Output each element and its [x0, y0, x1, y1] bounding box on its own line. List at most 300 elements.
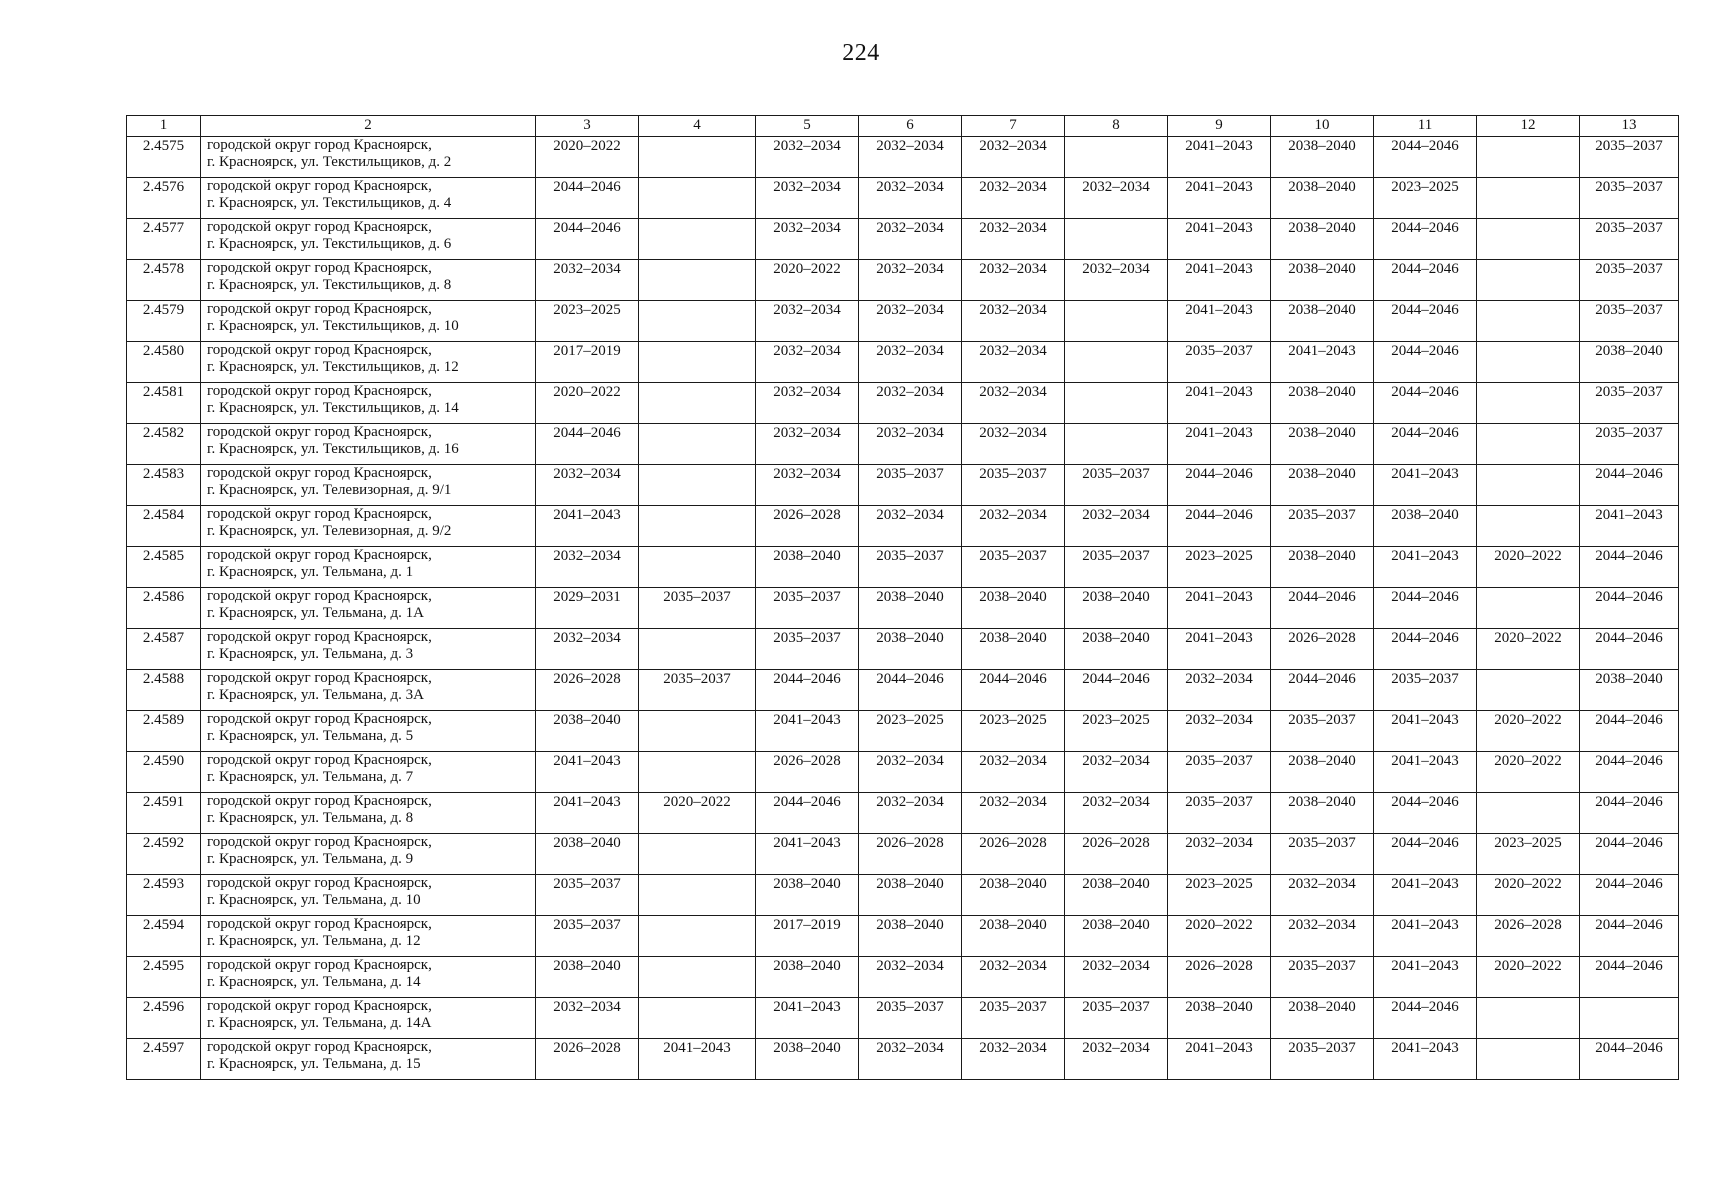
- period-col-12: 2020–2022: [1477, 752, 1580, 793]
- period-col-12: [1477, 793, 1580, 834]
- period-col-8: [1065, 301, 1168, 342]
- period-col-9: 2041–2043: [1168, 301, 1271, 342]
- address-cell: [201, 916, 536, 957]
- period-col-9: 2041–2043: [1168, 178, 1271, 219]
- period-col-6: 2035–2037: [859, 465, 962, 506]
- period-col-4: [639, 998, 756, 1039]
- address-cell: [201, 178, 536, 219]
- period-col-6: 2023–2025: [859, 711, 962, 752]
- period-col-13: 2035–2037: [1580, 301, 1679, 342]
- period-col-6: 2038–2040: [859, 629, 962, 670]
- address-cell: [201, 998, 536, 1039]
- period-col-7: 2032–2034: [962, 178, 1065, 219]
- address-street: г. Красноярск, ул. Текстильщиков, д. 12: [207, 359, 459, 375]
- period-col-13: 2035–2037: [1580, 260, 1679, 301]
- table-row: [127, 260, 1679, 301]
- period-col-12: [1477, 219, 1580, 260]
- period-col-5: 2032–2034: [756, 301, 859, 342]
- address-cell: [201, 260, 536, 301]
- period-col-9: 2032–2034: [1168, 711, 1271, 752]
- column-header-4: 4: [639, 116, 756, 137]
- period-col-8: 2038–2040: [1065, 916, 1168, 957]
- period-col-10: 2038–2040: [1271, 465, 1374, 506]
- period-col-11: 2041–2043: [1374, 465, 1477, 506]
- period-col-3: 2020–2022: [536, 137, 639, 178]
- period-col-6: 2032–2034: [859, 383, 962, 424]
- row-number: 2.4589: [127, 711, 201, 752]
- period-col-9: 2020–2022: [1168, 916, 1271, 957]
- period-col-7: 2035–2037: [962, 465, 1065, 506]
- table-row: [127, 875, 1679, 916]
- row-number: 2.4581: [127, 383, 201, 424]
- period-col-10: 2035–2037: [1271, 711, 1374, 752]
- period-col-4: 2035–2037: [639, 588, 756, 629]
- address-municipality: городской округ город Красноярск,: [207, 670, 432, 686]
- column-header-12: 12: [1477, 116, 1580, 137]
- period-col-10: 2044–2046: [1271, 588, 1374, 629]
- address-cell: [201, 588, 536, 629]
- column-header-10: 10: [1271, 116, 1374, 137]
- period-col-7: 2032–2034: [962, 342, 1065, 383]
- row-number: 2.4577: [127, 219, 201, 260]
- period-col-3: 2020–2022: [536, 383, 639, 424]
- period-col-8: [1065, 383, 1168, 424]
- address-street: г. Красноярск, ул. Телевизорная, д. 9/1: [207, 482, 452, 498]
- period-col-4: [639, 629, 756, 670]
- address-street: г. Красноярск, ул. Текстильщиков, д. 8: [207, 277, 452, 293]
- period-col-11: 2041–2043: [1374, 547, 1477, 588]
- address-street: г. Красноярск, ул. Тельмана, д. 3: [207, 646, 414, 662]
- period-col-6: 2035–2037: [859, 547, 962, 588]
- address-municipality: городской округ город Красноярск,: [207, 178, 432, 194]
- period-col-6: 2032–2034: [859, 342, 962, 383]
- table-row: [127, 957, 1679, 998]
- period-col-5: 2038–2040: [756, 875, 859, 916]
- period-col-11: 2044–2046: [1374, 383, 1477, 424]
- period-col-4: 2020–2022: [639, 793, 756, 834]
- table-row: [127, 506, 1679, 547]
- table-row: [127, 793, 1679, 834]
- table-row: [127, 834, 1679, 875]
- period-col-9: 2044–2046: [1168, 465, 1271, 506]
- address-street: г. Красноярск, ул. Тельмана, д. 14А: [207, 1015, 432, 1031]
- address-municipality: городской округ город Красноярск,: [207, 711, 432, 727]
- address-street: г. Красноярск, ул. Тельмана, д. 5: [207, 728, 414, 744]
- period-col-9: 2041–2043: [1168, 383, 1271, 424]
- period-col-4: [639, 219, 756, 260]
- table-row: [127, 465, 1679, 506]
- period-col-6: 2032–2034: [859, 424, 962, 465]
- period-col-13: 2044–2046: [1580, 465, 1679, 506]
- table-header: [127, 116, 1679, 137]
- period-col-9: 2035–2037: [1168, 793, 1271, 834]
- row-number: 2.4576: [127, 178, 201, 219]
- period-col-11: 2044–2046: [1374, 260, 1477, 301]
- period-col-8: 2023–2025: [1065, 711, 1168, 752]
- address-street: г. Красноярск, ул. Тельмана, д. 15: [207, 1056, 421, 1072]
- address-street: г. Красноярск, ул. Тельмана, д. 12: [207, 933, 421, 949]
- period-col-3: 2026–2028: [536, 1039, 639, 1080]
- period-col-12: 2020–2022: [1477, 629, 1580, 670]
- period-col-6: 2035–2037: [859, 998, 962, 1039]
- period-col-12: 2023–2025: [1477, 834, 1580, 875]
- period-col-5: 2032–2034: [756, 424, 859, 465]
- column-header-2: 2: [201, 116, 536, 137]
- period-col-4: [639, 260, 756, 301]
- period-col-10: 2041–2043: [1271, 342, 1374, 383]
- address-cell: [201, 424, 536, 465]
- address-street: г. Красноярск, ул. Тельмана, д. 10: [207, 892, 421, 908]
- period-col-12: [1477, 424, 1580, 465]
- period-col-11: 2041–2043: [1374, 916, 1477, 957]
- row-number: 2.4593: [127, 875, 201, 916]
- period-col-4: [639, 506, 756, 547]
- period-col-11: 2044–2046: [1374, 998, 1477, 1039]
- period-col-10: 2038–2040: [1271, 547, 1374, 588]
- address-cell: [201, 219, 536, 260]
- address-street: г. Красноярск, ул. Тельмана, д. 8: [207, 810, 414, 826]
- address-municipality: городской округ город Красноярск,: [207, 916, 432, 932]
- period-col-5: 2032–2034: [756, 178, 859, 219]
- period-col-13: 2041–2043: [1580, 506, 1679, 547]
- period-col-9: 2023–2025: [1168, 875, 1271, 916]
- period-col-6: 2032–2034: [859, 793, 962, 834]
- row-number: 2.4579: [127, 301, 201, 342]
- period-col-12: [1477, 137, 1580, 178]
- period-col-4: 2041–2043: [639, 1039, 756, 1080]
- period-col-7: 2038–2040: [962, 875, 1065, 916]
- period-col-11: 2041–2043: [1374, 957, 1477, 998]
- period-col-7: 2032–2034: [962, 260, 1065, 301]
- period-col-12: 2020–2022: [1477, 547, 1580, 588]
- period-col-11: 2041–2043: [1374, 1039, 1477, 1080]
- address-municipality: городской округ город Красноярск,: [207, 301, 432, 317]
- period-col-11: 2041–2043: [1374, 752, 1477, 793]
- period-col-5: 2032–2034: [756, 465, 859, 506]
- period-col-8: 2038–2040: [1065, 875, 1168, 916]
- period-col-13: 2044–2046: [1580, 916, 1679, 957]
- address-street: г. Красноярск, ул. Тельмана, д. 1А: [207, 605, 424, 621]
- period-col-7: 2023–2025: [962, 711, 1065, 752]
- period-col-5: 2026–2028: [756, 752, 859, 793]
- period-col-10: 2038–2040: [1271, 219, 1374, 260]
- period-col-11: 2041–2043: [1374, 711, 1477, 752]
- period-col-12: [1477, 260, 1580, 301]
- period-col-10: 2035–2037: [1271, 957, 1374, 998]
- period-col-3: 2032–2034: [536, 629, 639, 670]
- period-col-9: 2041–2043: [1168, 260, 1271, 301]
- period-col-7: 2035–2037: [962, 998, 1065, 1039]
- period-col-5: 2032–2034: [756, 342, 859, 383]
- table-row: [127, 588, 1679, 629]
- period-col-11: 2044–2046: [1374, 342, 1477, 383]
- address-street: г. Красноярск, ул. Телевизорная, д. 9/2: [207, 523, 452, 539]
- period-col-10: 2038–2040: [1271, 752, 1374, 793]
- address-street: г. Красноярск, ул. Текстильщиков, д. 16: [207, 441, 459, 457]
- address-municipality: городской округ город Красноярск,: [207, 588, 432, 604]
- row-number: 2.4586: [127, 588, 201, 629]
- period-col-13: 2044–2046: [1580, 629, 1679, 670]
- period-col-6: 2032–2034: [859, 1039, 962, 1080]
- period-col-11: 2044–2046: [1374, 424, 1477, 465]
- address-street: г. Красноярск, ул. Тельмана, д. 3А: [207, 687, 424, 703]
- address-cell: [201, 670, 536, 711]
- period-col-3: 2032–2034: [536, 465, 639, 506]
- period-col-12: [1477, 588, 1580, 629]
- period-col-10: 2026–2028: [1271, 629, 1374, 670]
- address-municipality: городской округ город Красноярск,: [207, 465, 432, 481]
- row-number: 2.4596: [127, 998, 201, 1039]
- address-street: г. Красноярск, ул. Тельмана, д. 7: [207, 769, 414, 785]
- period-col-12: 2026–2028: [1477, 916, 1580, 957]
- period-col-7: 2032–2034: [962, 424, 1065, 465]
- table-row: [127, 670, 1679, 711]
- period-col-11: 2035–2037: [1374, 670, 1477, 711]
- period-col-5: 2017–2019: [756, 916, 859, 957]
- period-col-12: [1477, 465, 1580, 506]
- period-col-11: 2044–2046: [1374, 588, 1477, 629]
- period-col-5: 2035–2037: [756, 629, 859, 670]
- address-street: г. Красноярск, ул. Тельмана, д. 14: [207, 974, 421, 990]
- period-col-13: 2038–2040: [1580, 670, 1679, 711]
- period-col-3: 2044–2046: [536, 424, 639, 465]
- row-number: 2.4584: [127, 506, 201, 547]
- period-col-4: [639, 547, 756, 588]
- period-col-12: [1477, 998, 1580, 1039]
- period-col-8: 2044–2046: [1065, 670, 1168, 711]
- address-cell: [201, 137, 536, 178]
- period-col-13: 2044–2046: [1580, 547, 1679, 588]
- row-number: 2.4587: [127, 629, 201, 670]
- period-col-7: 2032–2034: [962, 793, 1065, 834]
- address-municipality: городской округ город Красноярск,: [207, 752, 432, 768]
- table-row: [127, 547, 1679, 588]
- period-col-11: 2023–2025: [1374, 178, 1477, 219]
- period-col-8: 2032–2034: [1065, 752, 1168, 793]
- column-header-13: 13: [1580, 116, 1679, 137]
- period-col-10: 2038–2040: [1271, 137, 1374, 178]
- period-col-8: 2035–2037: [1065, 465, 1168, 506]
- period-col-9: 2041–2043: [1168, 424, 1271, 465]
- period-col-7: 2026–2028: [962, 834, 1065, 875]
- period-col-8: [1065, 137, 1168, 178]
- period-col-11: 2041–2043: [1374, 875, 1477, 916]
- period-col-3: 2038–2040: [536, 957, 639, 998]
- period-col-6: 2038–2040: [859, 588, 962, 629]
- table-row: [127, 1039, 1679, 1080]
- period-col-5: 2041–2043: [756, 998, 859, 1039]
- row-number: 2.4582: [127, 424, 201, 465]
- period-col-8: 2032–2034: [1065, 260, 1168, 301]
- period-col-11: 2044–2046: [1374, 219, 1477, 260]
- period-col-13: 2035–2037: [1580, 219, 1679, 260]
- column-number-row: [127, 116, 1679, 137]
- period-col-13: 2038–2040: [1580, 342, 1679, 383]
- period-col-8: 2026–2028: [1065, 834, 1168, 875]
- period-col-7: 2032–2034: [962, 1039, 1065, 1080]
- period-col-3: 2044–2046: [536, 219, 639, 260]
- period-col-9: 2032–2034: [1168, 670, 1271, 711]
- period-col-8: 2032–2034: [1065, 1039, 1168, 1080]
- period-col-6: 2044–2046: [859, 670, 962, 711]
- period-col-13: 2044–2046: [1580, 875, 1679, 916]
- period-col-10: 2038–2040: [1271, 301, 1374, 342]
- period-col-12: [1477, 301, 1580, 342]
- address-cell: [201, 506, 536, 547]
- address-municipality: городской округ город Красноярск,: [207, 342, 432, 358]
- period-col-3: 2017–2019: [536, 342, 639, 383]
- address-cell: [201, 752, 536, 793]
- column-header-7: 7: [962, 116, 1065, 137]
- period-col-9: 2038–2040: [1168, 998, 1271, 1039]
- period-col-11: 2044–2046: [1374, 793, 1477, 834]
- period-col-7: 2032–2034: [962, 219, 1065, 260]
- period-col-3: 2038–2040: [536, 711, 639, 752]
- address-cell: [201, 957, 536, 998]
- column-header-5: 5: [756, 116, 859, 137]
- address-municipality: городской округ город Красноярск,: [207, 998, 432, 1014]
- period-col-4: [639, 711, 756, 752]
- period-col-3: 2032–2034: [536, 547, 639, 588]
- period-col-11: 2044–2046: [1374, 629, 1477, 670]
- period-col-7: 2044–2046: [962, 670, 1065, 711]
- period-col-9: 2044–2046: [1168, 506, 1271, 547]
- period-col-6: 2032–2034: [859, 260, 962, 301]
- table-row: [127, 629, 1679, 670]
- column-header-6: 6: [859, 116, 962, 137]
- period-col-7: 2032–2034: [962, 957, 1065, 998]
- period-col-13: 2035–2037: [1580, 424, 1679, 465]
- period-col-9: 2041–2043: [1168, 137, 1271, 178]
- address-municipality: городской округ город Красноярск,: [207, 834, 432, 850]
- period-col-12: [1477, 670, 1580, 711]
- address-cell: [201, 711, 536, 752]
- period-col-5: 2032–2034: [756, 383, 859, 424]
- address-cell: [201, 793, 536, 834]
- row-number: 2.4590: [127, 752, 201, 793]
- period-col-5: 2032–2034: [756, 219, 859, 260]
- address-municipality: городской округ город Красноярск,: [207, 383, 432, 399]
- table-row: [127, 916, 1679, 957]
- period-col-9: 2041–2043: [1168, 219, 1271, 260]
- row-number: 2.4592: [127, 834, 201, 875]
- period-col-4: [639, 137, 756, 178]
- period-col-13: 2044–2046: [1580, 834, 1679, 875]
- period-col-9: 2035–2037: [1168, 342, 1271, 383]
- period-col-10: 2032–2034: [1271, 875, 1374, 916]
- period-col-13: 2035–2037: [1580, 178, 1679, 219]
- period-col-3: 2026–2028: [536, 670, 639, 711]
- period-col-5: 2041–2043: [756, 834, 859, 875]
- period-col-6: 2032–2034: [859, 506, 962, 547]
- row-number: 2.4580: [127, 342, 201, 383]
- table-row: [127, 383, 1679, 424]
- address-cell: [201, 547, 536, 588]
- period-col-8: 2035–2037: [1065, 998, 1168, 1039]
- period-col-10: 2038–2040: [1271, 383, 1374, 424]
- row-number: 2.4595: [127, 957, 201, 998]
- address-municipality: городской округ город Красноярск,: [207, 793, 432, 809]
- period-col-10: 2038–2040: [1271, 178, 1374, 219]
- period-col-12: [1477, 506, 1580, 547]
- period-col-8: 2038–2040: [1065, 629, 1168, 670]
- period-col-4: [639, 424, 756, 465]
- period-col-13: [1580, 998, 1679, 1039]
- period-col-11: 2044–2046: [1374, 834, 1477, 875]
- period-col-4: 2035–2037: [639, 670, 756, 711]
- row-number: 2.4583: [127, 465, 201, 506]
- period-col-13: 2035–2037: [1580, 137, 1679, 178]
- period-col-3: 2035–2037: [536, 875, 639, 916]
- table-row: [127, 301, 1679, 342]
- period-col-10: 2038–2040: [1271, 793, 1374, 834]
- period-col-3: 2032–2034: [536, 998, 639, 1039]
- period-col-8: [1065, 342, 1168, 383]
- column-header-8: 8: [1065, 116, 1168, 137]
- row-number: 2.4594: [127, 916, 201, 957]
- period-col-5: 2044–2046: [756, 793, 859, 834]
- address-street: г. Красноярск, ул. Текстильщиков, д. 14: [207, 400, 459, 416]
- period-col-5: 2038–2040: [756, 547, 859, 588]
- period-col-11: 2044–2046: [1374, 137, 1477, 178]
- address-municipality: городской округ город Красноярск,: [207, 875, 432, 891]
- address-cell: [201, 1039, 536, 1080]
- period-col-7: 2035–2037: [962, 547, 1065, 588]
- column-header-11: 11: [1374, 116, 1477, 137]
- period-col-4: [639, 957, 756, 998]
- period-col-6: 2026–2028: [859, 834, 962, 875]
- period-col-3: 2029–2031: [536, 588, 639, 629]
- period-col-5: 2035–2037: [756, 588, 859, 629]
- period-col-4: [639, 342, 756, 383]
- period-col-12: [1477, 1039, 1580, 1080]
- table-body: [127, 137, 1679, 1080]
- period-col-10: 2035–2037: [1271, 1039, 1374, 1080]
- address-cell: [201, 834, 536, 875]
- address-cell: [201, 875, 536, 916]
- period-col-4: [639, 834, 756, 875]
- period-col-6: 2038–2040: [859, 875, 962, 916]
- address-municipality: городской округ город Красноярск,: [207, 629, 432, 645]
- row-number: 2.4588: [127, 670, 201, 711]
- period-col-3: 2041–2043: [536, 506, 639, 547]
- period-col-7: 2038–2040: [962, 588, 1065, 629]
- period-col-9: 2041–2043: [1168, 1039, 1271, 1080]
- period-col-5: 2020–2022: [756, 260, 859, 301]
- table-row: [127, 424, 1679, 465]
- period-col-7: 2032–2034: [962, 383, 1065, 424]
- address-municipality: городской округ город Красноярск,: [207, 506, 432, 522]
- period-col-7: 2032–2034: [962, 301, 1065, 342]
- period-col-13: 2044–2046: [1580, 752, 1679, 793]
- address-street: г. Красноярск, ул. Текстильщиков, д. 4: [207, 195, 452, 211]
- period-col-6: 2038–2040: [859, 916, 962, 957]
- period-col-10: 2035–2037: [1271, 506, 1374, 547]
- period-col-10: 2038–2040: [1271, 424, 1374, 465]
- table-row: [127, 711, 1679, 752]
- column-header-1: 1: [127, 116, 201, 137]
- period-col-8: 2032–2034: [1065, 793, 1168, 834]
- address-street: г. Красноярск, ул. Текстильщиков, д. 6: [207, 236, 452, 252]
- period-col-12: [1477, 178, 1580, 219]
- overhaul-schedule-table: [126, 115, 1679, 1080]
- period-col-9: 2032–2034: [1168, 834, 1271, 875]
- period-col-4: [639, 383, 756, 424]
- table-row: [127, 219, 1679, 260]
- period-col-4: [639, 301, 756, 342]
- period-col-5: 2038–2040: [756, 957, 859, 998]
- row-number: 2.4575: [127, 137, 201, 178]
